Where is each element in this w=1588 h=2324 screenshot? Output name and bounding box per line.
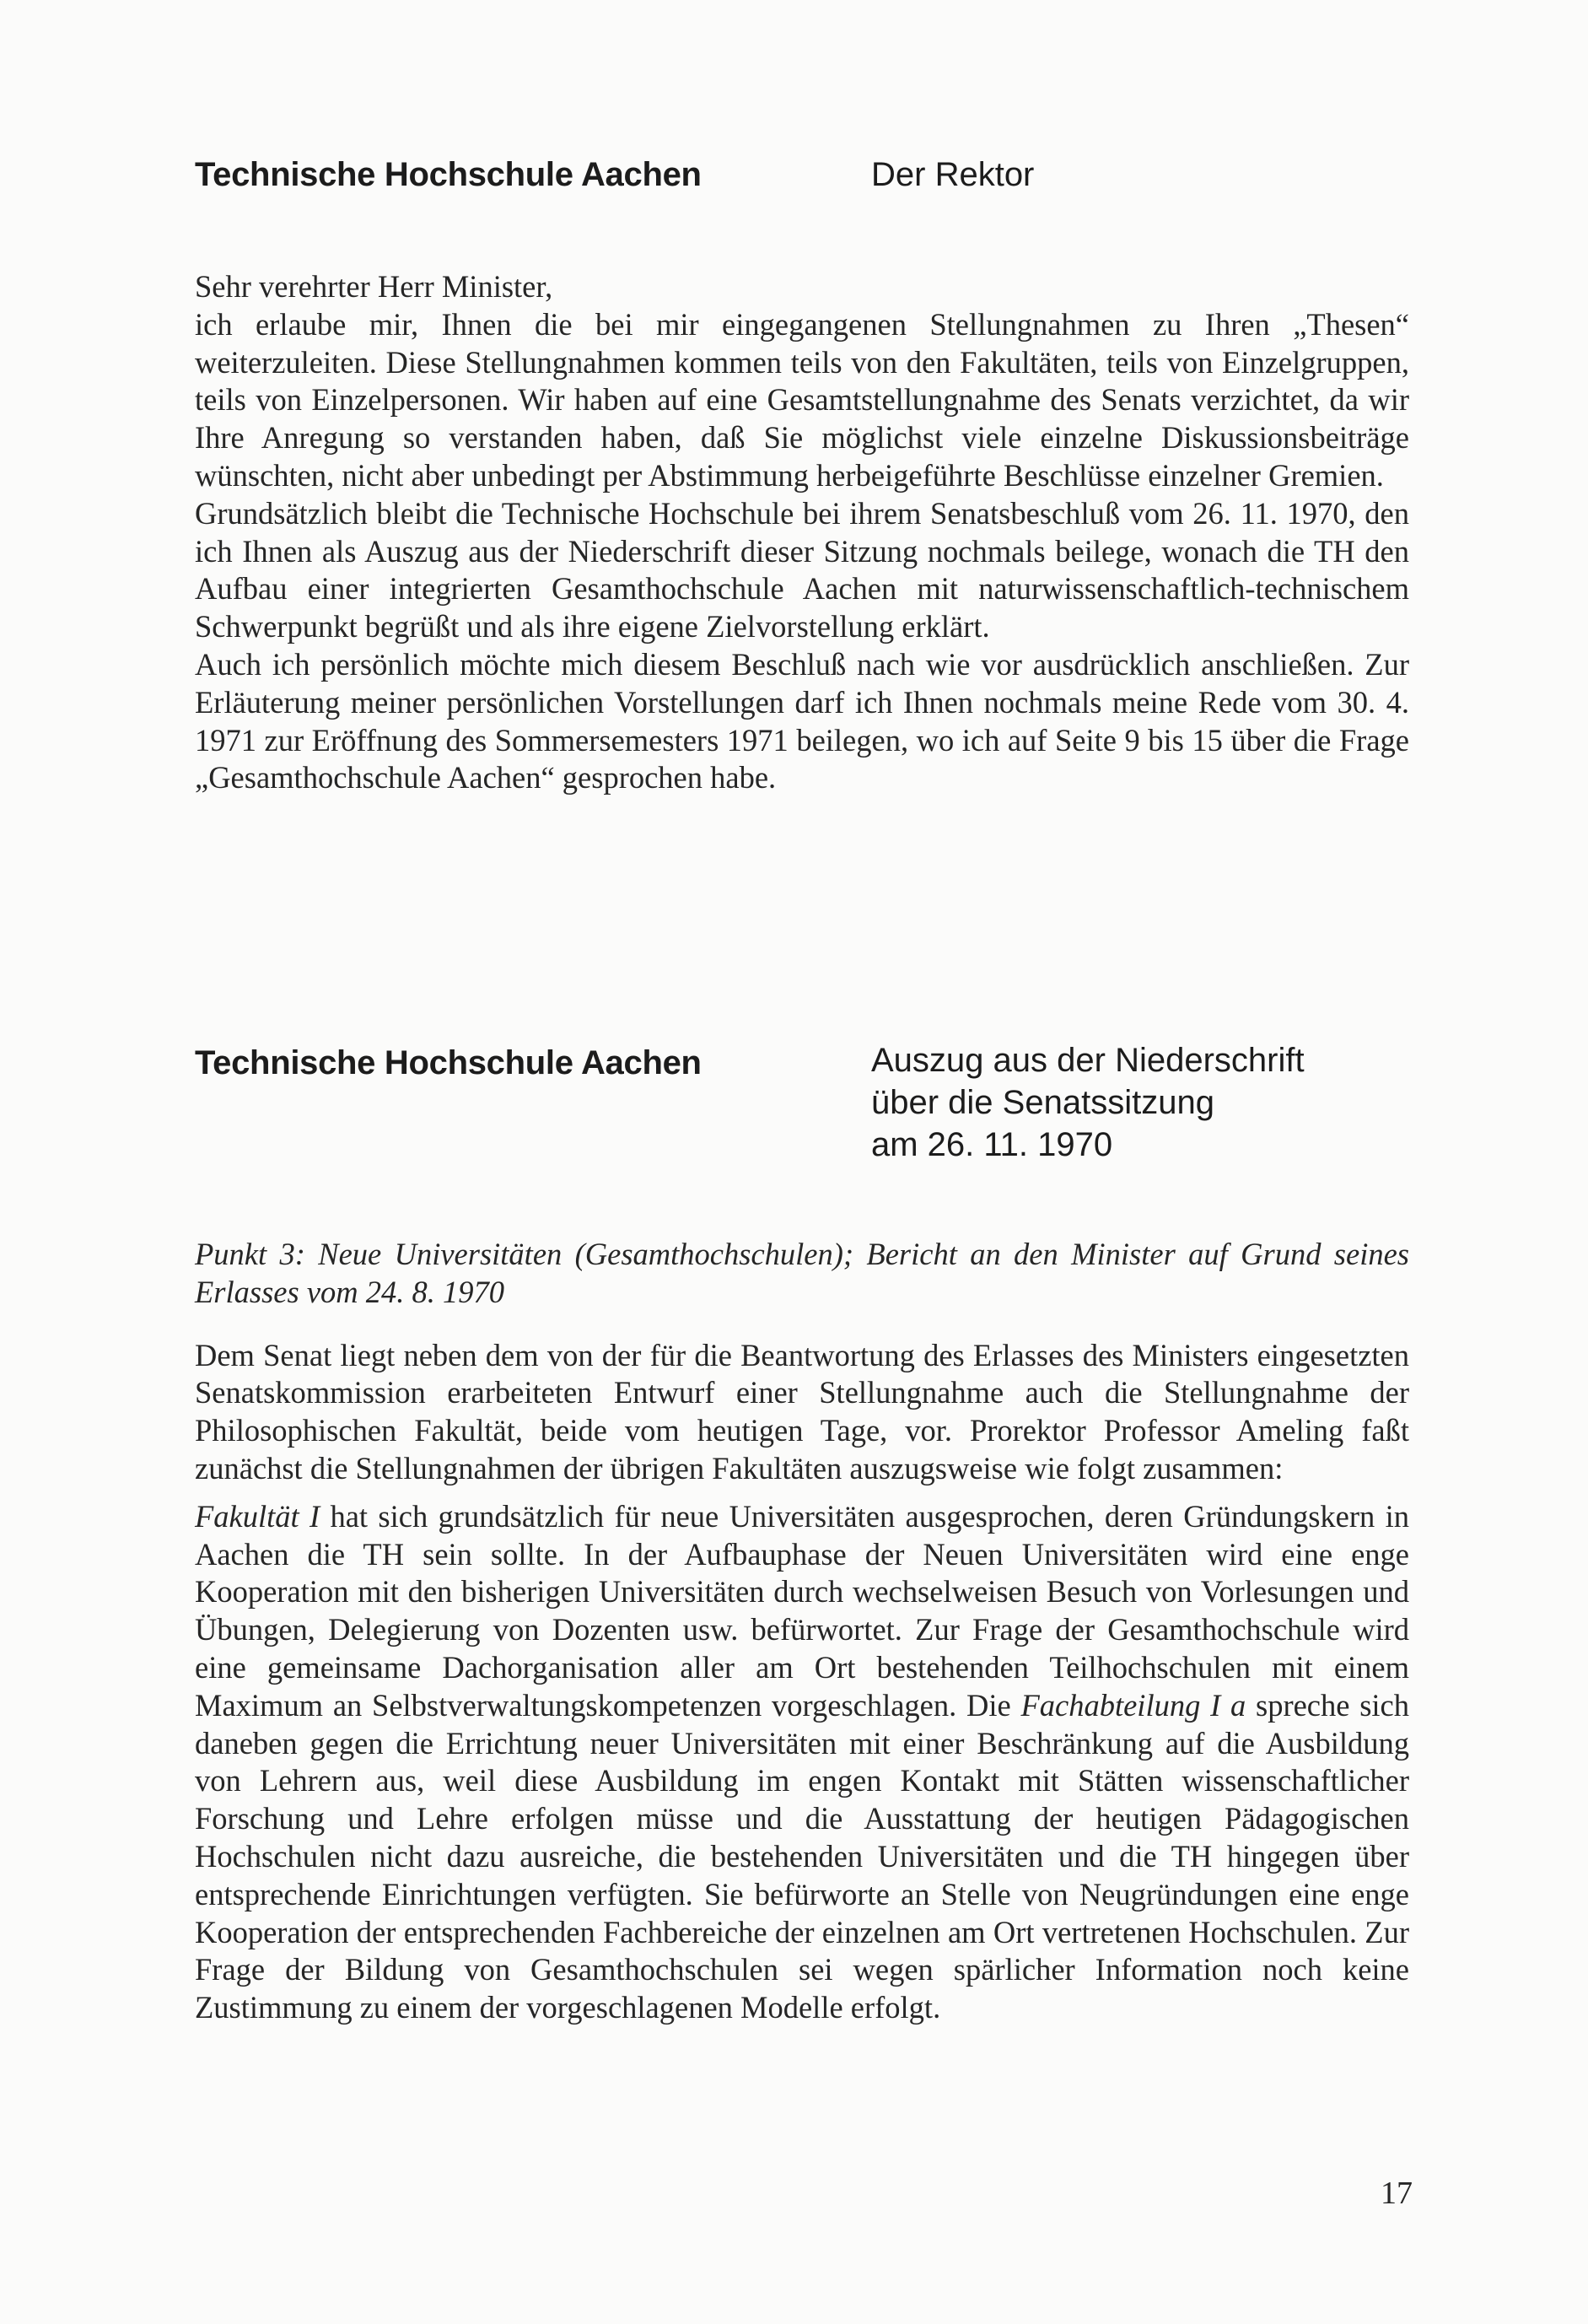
- paragraph-text: spreche sich daneben gegen die Errichtung neuer Universitäten mit einer Beschränkung auf die Ausbildung von Lehrern aus, weil diese Ausbildung im engen Kontakt mit Stätten wissenschaftlicher Forschung und Lehre erfolgen müsse und die Ausstattung der heutigen Pädagogischen Hochschulen nicht dazu ausreiche, die bestehenden Universitäten und die TH hingegen über entsprechende Einrichtungen verfügten. Sie befürworte an Stelle von Neugründungen eine enge Kooperation der entsprechenden Fachbereiche der einzelnen am Ort vertretenen Hochschulen. Zur Frage der Bildung von Gesamthochschulen sei wegen spärlicher Information noch keine Zustimmung zu einem der vorgeschlagenen Modelle erfolgt.: [195, 1687, 1410, 2025]
- minutes-institution: Technische Hochschule Aachen: [195, 1044, 702, 1081]
- letter-body: [195, 268, 1409, 797]
- minutes-title-line: über die Senatssitzung: [871, 1084, 1214, 1121]
- letter-institution: Technische Hochschule Aachen: [195, 156, 702, 193]
- department-name: Fachabteilung I a: [1020, 1687, 1246, 1723]
- letter-sender-role: Der Rektor: [871, 156, 1035, 193]
- paragraph-text: hat sich grundsätzlich für neue Universitäten ausgesprochen, deren Gründungskern in Aachen die TH sein sollte. In der Aufbauphase der Neuen Universitäten wird eine enge Kooperation mit den bisherigen Universitäten durch wechselweisen Besuch von Vorlesungen und Übungen, Delegierung von Dozenten usw. befürwortet. Zur Frage der Gesamthochschule wird eine gemeinsame Dachorganisation aller am Ort bestehenden Teilhochschulen mit einem Maximum an Selbstverwaltungskompetenzen vorgeschlagen. Die: [195, 1498, 1410, 1723]
- letter-paragraph: Auch ich persönlich möchte mich diesem Beschluß nach wie vor ausdrücklich anschließen. Zur Erläuterung meiner persönlichen Vorstellungen darf ich Ihnen nochmals meine Rede vom 30. 4. 1971 zur Eröffnung des Sommersemesters 1971 beilegen, wo ich auf Seite 9 bis 15 über die Frage „Gesamthochschule Aachen“ gesprochen habe.: [195, 646, 1409, 795]
- minutes-title-line: am 26. 11. 1970: [871, 1126, 1113, 1163]
- faculty-name: Fakultät I: [195, 1498, 320, 1534]
- minutes-title-line: Auszug aus der Niederschrift: [871, 1042, 1305, 1079]
- agenda-item: Punkt 3: Neue Universitäten (Gesamthochschulen); Bericht an den Minister auf Grund seines Erlasses vom 24. 8. 1970: [195, 1237, 1409, 1309]
- minutes-paragraph: Dem Senat liegt neben dem von der für die Beantwortung des Erlasses des Ministers eingesetzten Senatskommission erarbeiteten Entwurf einer Stellungnahme auch die Stellungnahme der Philosophischen Fakultät, beide vom heutigen Tage, vor. Prorektor Professor Ameling faßt zunächst die Stellungnahmen der übrigen Fakultäten auszugsweise wie folgt zusammen:: [195, 1337, 1409, 1486]
- letter-salutation: Sehr verehrter Herr Minister,: [195, 269, 553, 304]
- page-number: 17: [1381, 2176, 1413, 2211]
- letter-paragraph: ich erlaube mir, Ihnen die bei mir eingegangenen Stellungnahmen zu Ihren „Thesen“ weiterzuleiten. Diese Stellungnahmen kommen teils von den Fakultäten, teils von Einzelgruppen, teils von Einzelpersonen. Wir haben auf eine Gesamtstellungnahme des Senats verzichtet, da wir Ihre Anregung so verstanden haben, daß Sie möglichst viele einzelne Diskussionsbeiträge wünschten, nicht aber unbedingt per Abstimmung herbeigeführte Beschlüsse einzelner Gremien.: [195, 306, 1409, 493]
- minutes-body: [195, 1236, 1409, 2027]
- letter-paragraph: Grundsätzlich bleibt die Technische Hochschule bei ihrem Senatsbeschluß vom 26. 11. 1970, den ich Ihnen als Auszug aus der Niederschrift dieser Sitzung nochmals beilege, wonach die TH den Aufbau einer integrierten Gesamthochschule Aachen mit naturwissenschaftlich-technischem Schwerpunkt begrüßt und als ihre eigene Zielvorstellung erklärt.: [195, 495, 1409, 644]
- minutes-paragraph: [195, 1498, 1409, 2027]
- minutes-title: [871, 1039, 1305, 1166]
